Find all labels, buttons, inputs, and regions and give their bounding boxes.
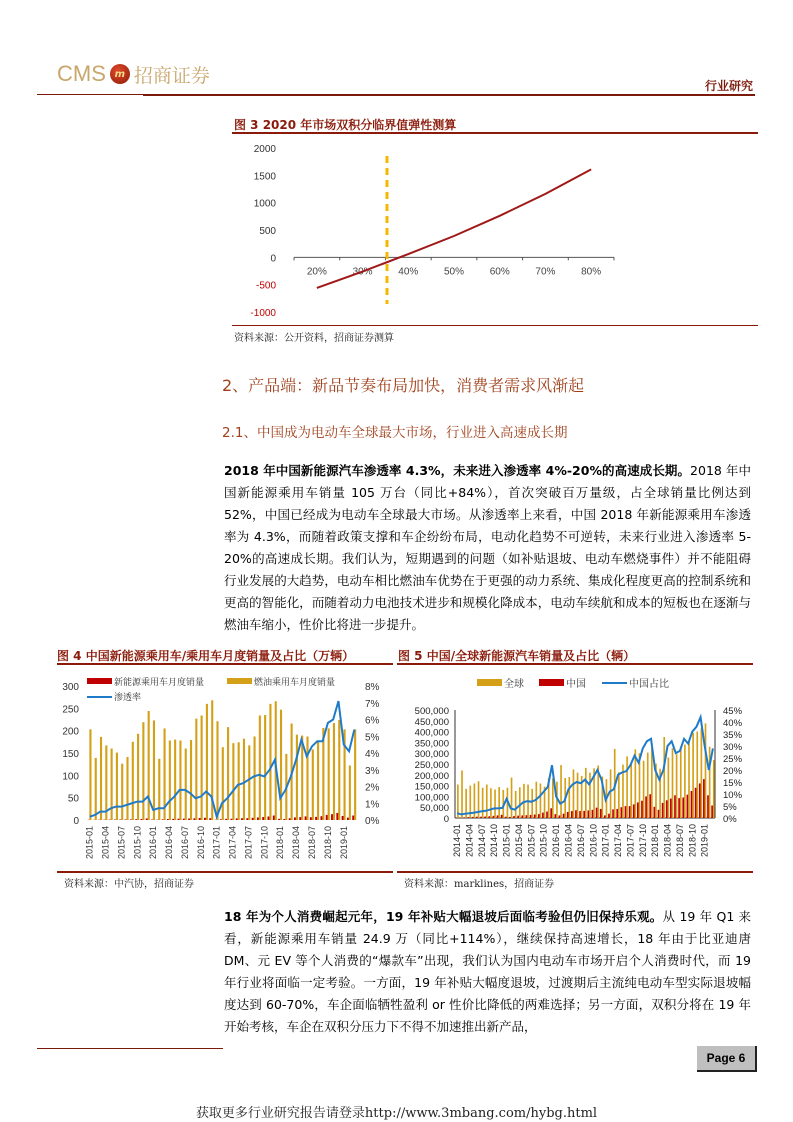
figure5-title: 图 5 中国/全球新能源汽车销量及占比（辆） <box>398 649 636 663</box>
svg-text:2016-10: 2016-10 <box>588 824 599 858</box>
svg-text:15%: 15% <box>723 778 743 789</box>
svg-text:2014-07: 2014-07 <box>476 824 487 858</box>
svg-text:2015-04: 2015-04 <box>100 826 111 860</box>
figure4-title: 图 4 中国新能源乘用车/乘用车月度销量及占比（万辆） <box>57 649 355 663</box>
svg-text:25%: 25% <box>723 754 743 765</box>
svg-text:中国: 中国 <box>566 679 586 690</box>
svg-text:3%: 3% <box>365 765 380 777</box>
svg-text:40%: 40% <box>723 718 743 729</box>
svg-text:2018-01: 2018-01 <box>650 824 661 858</box>
paragraph-penetration <box>224 460 751 636</box>
svg-text:400,000: 400,000 <box>414 727 449 739</box>
svg-text:250,000: 250,000 <box>414 760 449 771</box>
svg-text:30%: 30% <box>723 742 743 753</box>
svg-text:2017-04: 2017-04 <box>227 826 238 860</box>
svg-text:1%: 1% <box>365 799 380 811</box>
paragraph-consumption <box>224 906 751 1038</box>
svg-text:2018-04: 2018-04 <box>291 826 302 860</box>
paragraph-body: 2018 年中国新能源乘用车销量 105 万台（同比+84%），首次突破百万量级，占全球销量比例达到 52%，中国已经成为电动车全球最大市场。从渗透率上来看，中国 2018 年新能源乘用车渗透率为 4.3%，而随着政策支撑和车企纷纷布局，电动化趋势不可逆转，未来行业进入渗透率 5-20%的高速成长期。我们认为，短期遇到的问题（如补贴退坡、电动车燃烧事件）并不能阻碍行业发展的大趋势，电动车相比燃油车优势在于更强的动力系统、集成化程度更高的控制系统和更高的智能化，而随着动力电池技术进步和规模化降成本，电动车续航和成本的短板也在逐渐与燃油车缩小，性价比将进一步提升。 <box>224 463 751 632</box>
logo-chinese-name: 招商证券 <box>133 64 210 87</box>
svg-text:2016-04: 2016-04 <box>563 824 574 858</box>
svg-text:2019-01: 2019-01 <box>338 826 349 860</box>
svg-text:2000: 2000 <box>253 144 276 155</box>
svg-text:20%: 20% <box>306 266 327 278</box>
svg-text:150,000: 150,000 <box>414 781 449 793</box>
figure3-chart <box>232 136 652 326</box>
svg-text:2%: 2% <box>365 782 380 794</box>
svg-text:2018-07: 2018-07 <box>674 824 685 858</box>
svg-text:2018-01: 2018-01 <box>275 826 286 860</box>
svg-text:45%: 45% <box>723 706 743 717</box>
svg-text:2015-10: 2015-10 <box>538 824 549 858</box>
svg-text:2015-01: 2015-01 <box>84 826 95 860</box>
svg-text:150: 150 <box>62 749 79 760</box>
svg-text:2014-04: 2014-04 <box>464 824 475 858</box>
svg-text:2018-07: 2018-07 <box>307 826 317 860</box>
svg-text:70%: 70% <box>535 266 556 278</box>
svg-text:4%: 4% <box>365 749 380 760</box>
logo-text: CMS <box>57 61 106 86</box>
svg-text:2016-04: 2016-04 <box>164 826 175 860</box>
figure5-title-rule <box>397 663 753 665</box>
svg-text:2017-07: 2017-07 <box>625 824 636 858</box>
svg-text:40%: 40% <box>398 266 419 278</box>
svg-text:100: 100 <box>62 771 79 783</box>
svg-text:10%: 10% <box>723 790 743 801</box>
svg-text:0%: 0% <box>723 814 737 825</box>
svg-text:2017-10: 2017-10 <box>259 826 270 860</box>
svg-text:渗透率: 渗透率 <box>114 692 142 702</box>
svg-text:500,000: 500,000 <box>414 706 449 717</box>
svg-text:0: 0 <box>270 253 276 265</box>
svg-text:2016-07: 2016-07 <box>179 826 190 860</box>
svg-text:1000: 1000 <box>253 198 276 210</box>
svg-text:8%: 8% <box>365 682 380 693</box>
svg-text:2017-10: 2017-10 <box>637 824 648 858</box>
paragraph-body: 从 19 年 Q1 来看，新能源乘用车销量 24.9 万（同比+114%），继续保持高速增长，18 年由于比亚迪唐 DM、元 EV 等个人消费的“爆款车”出现，我们认为国内电动车市场开启个人消费时代，而 19 年行业将面临一定考验。一方面，19 年补贴大幅度退坡，过渡期后主流纯电动车型实际退坡幅度达到 60-70%，车企面临牺牲盈利 or 性价比降低的两难选择；另一方面，双积分将在 19 年开始考核，车企在双积分压力下不得不加速推出新产品， <box>224 909 751 1034</box>
svg-text:50%: 50% <box>443 266 465 278</box>
figure3-source-rule <box>232 325 758 326</box>
svg-text:500: 500 <box>259 226 276 237</box>
svg-text:5%: 5% <box>365 732 380 744</box>
svg-text:0: 0 <box>73 816 79 827</box>
svg-text:2016-01: 2016-01 <box>148 826 159 860</box>
svg-text:7%: 7% <box>365 698 380 710</box>
svg-text:200,000: 200,000 <box>414 770 449 782</box>
svg-text:100,000: 100,000 <box>414 792 449 804</box>
figure4-chart <box>57 668 393 870</box>
figure5-chart <box>397 668 753 870</box>
svg-text:300,000: 300,000 <box>414 749 449 761</box>
svg-text:250: 250 <box>62 704 79 716</box>
svg-text:2015-04: 2015-04 <box>513 824 524 858</box>
svg-text:450,000: 450,000 <box>414 716 449 728</box>
section-heading: 2、产品端：新品节奏布局加快，消费者需求风渐起 <box>222 376 585 395</box>
svg-text:2016-07: 2016-07 <box>575 824 586 858</box>
svg-text:2014-01: 2014-01 <box>452 824 463 858</box>
svg-text:2016-01: 2016-01 <box>551 824 562 858</box>
svg-text:-1000: -1000 <box>250 308 276 319</box>
svg-text:燃油乘用车月度销量: 燃油乘用车月度销量 <box>254 677 336 687</box>
figure4-source-rule <box>57 871 393 873</box>
svg-text:350,000: 350,000 <box>414 738 449 750</box>
company-logo <box>57 60 210 88</box>
svg-text:全球: 全球 <box>504 679 524 690</box>
svg-text:2019-01: 2019-01 <box>699 824 710 858</box>
figure3-title: 图 3 2020 年市场双积分临界值弹性测算 <box>234 118 457 132</box>
svg-text:2014-10: 2014-10 <box>489 824 500 858</box>
svg-text:50,000: 50,000 <box>419 803 449 815</box>
svg-text:中国占比: 中国占比 <box>629 679 669 690</box>
figure5-source: 资料来源：marklines，招商证券 <box>404 879 555 890</box>
svg-text:30%: 30% <box>352 266 373 278</box>
footer-promo-link[interactable]: 获取更多行业研究报告请登录http://www.3mbang.com/hybg.html <box>195 1106 598 1121</box>
figure3-source: 资料来源：公开资料，招商证券测算 <box>234 333 394 344</box>
footer-rule <box>37 1048 223 1049</box>
svg-text:2015-10: 2015-10 <box>132 826 143 860</box>
svg-text:50: 50 <box>67 793 79 805</box>
svg-text:2017-01: 2017-01 <box>600 824 611 858</box>
svg-text:2017-01: 2017-01 <box>211 826 222 860</box>
header-rule-right <box>143 94 755 96</box>
svg-text:2018-10: 2018-10 <box>322 826 333 860</box>
svg-text:2018-10: 2018-10 <box>687 824 698 858</box>
svg-text:0%: 0% <box>365 816 380 827</box>
svg-text:2015-01: 2015-01 <box>501 824 512 858</box>
svg-text:1500: 1500 <box>253 171 276 183</box>
svg-text:300: 300 <box>62 682 79 693</box>
svg-text:2017-07: 2017-07 <box>243 826 254 860</box>
svg-text:2015-07: 2015-07 <box>116 826 127 860</box>
svg-text:-500: -500 <box>255 280 276 292</box>
svg-text:200: 200 <box>62 726 79 738</box>
svg-text:0: 0 <box>443 814 449 825</box>
logo-emblem-icon: m <box>110 64 130 84</box>
figure4-title-rule <box>57 663 393 665</box>
header-rule-left <box>37 94 143 95</box>
figure4-source: 资料来源：中汽协，招商证券 <box>64 879 194 890</box>
svg-text:2016-10: 2016-10 <box>195 826 206 860</box>
svg-text:6%: 6% <box>365 715 380 727</box>
svg-text:5%: 5% <box>723 802 737 813</box>
svg-text:2018-04: 2018-04 <box>662 824 673 858</box>
svg-text:35%: 35% <box>723 730 743 741</box>
svg-text:2017-04: 2017-04 <box>613 824 624 858</box>
figure5-source-rule <box>397 871 753 873</box>
paragraph-lead: 18 年为个人消费崛起元年，19 年补贴大幅退坡后面临考验但仍旧保持乐观。 <box>224 909 663 924</box>
subsection-heading: 2.1、中国成为电动车全球最大市场，行业进入高速成长期 <box>222 425 568 441</box>
svg-text:80%: 80% <box>581 266 602 278</box>
page-number: Page 6 <box>697 1046 757 1072</box>
svg-text:新能源乘用车月度销量: 新能源乘用车月度销量 <box>114 677 205 687</box>
section-tag: 行业研究 <box>704 79 753 93</box>
svg-text:60%: 60% <box>489 266 510 278</box>
svg-text:20%: 20% <box>723 766 743 777</box>
figure3-title-rule <box>232 132 758 134</box>
paragraph-lead: 2018 年中国新能源汽车渗透率 4.3%，未来进入渗透率 4%-20%的高速成长期。 <box>224 463 691 478</box>
svg-text:2015-07: 2015-07 <box>526 824 537 858</box>
